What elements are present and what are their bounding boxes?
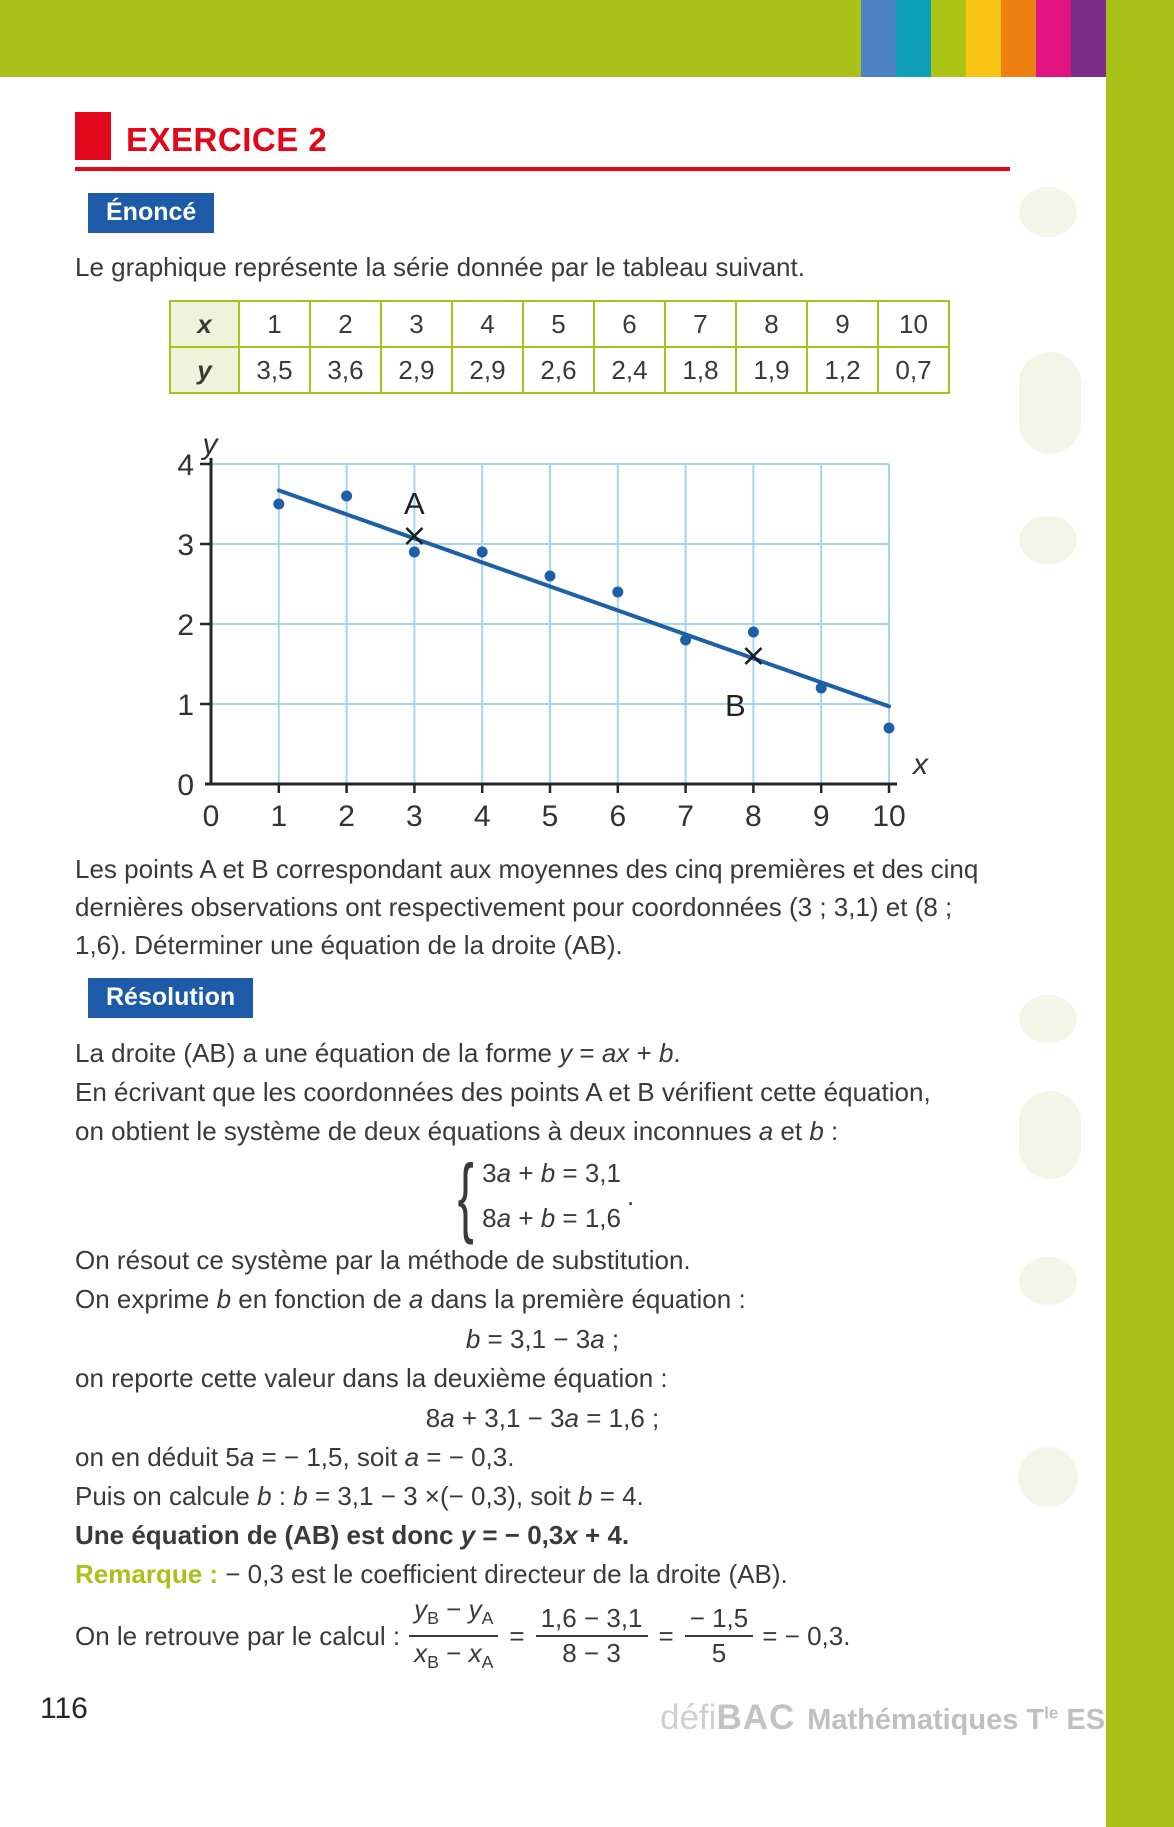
system-equation-2: 8a + b = 1,6 [482, 1203, 621, 1233]
table-cell: 1,2 [807, 347, 878, 393]
decorative-oval [1019, 187, 1077, 237]
x-tick-label: 8 [745, 800, 762, 833]
data-point [341, 491, 352, 502]
table-cell: 1,8 [665, 347, 736, 393]
data-point [884, 723, 895, 734]
system-period: . [626, 1180, 635, 1211]
point-label: A [404, 486, 425, 521]
chart-wrapper [140, 430, 1010, 840]
exercise-title: EXERCICE 2 [126, 121, 328, 158]
fraction-values: $\frac{1,6 - 3,1}{8 - 3}$ [536, 1605, 648, 1667]
resolution-line: on reporte cette valeur dans la deuxième équation : [75, 1363, 668, 1393]
table-cell: 2,9 [381, 347, 452, 393]
resolution-line: En écrivant que les coordonnées des points A et B vérifient cette équation, [75, 1077, 931, 1107]
x-tick-label: 10 [872, 800, 906, 833]
equals-sign: = [509, 1620, 525, 1651]
resolution-line: Puis on calcule b : b = 3,1 − 3 ×(− 0,3), soit b = 4. [75, 1481, 644, 1511]
table-cell: 4 [452, 301, 523, 347]
resolution-line: on en déduit 5a = − 1,5, soit a = − 0,3. [75, 1442, 515, 1472]
decorative-oval [1018, 1447, 1078, 1507]
y-tick-label: 1 [177, 689, 194, 722]
data-point [816, 683, 827, 694]
footer-brand [660, 1698, 1106, 1738]
data-point [748, 627, 759, 638]
color-square [1001, 0, 1036, 77]
data-point [545, 571, 556, 582]
red-rule-divider [75, 167, 1010, 171]
brand-bac: BAC [716, 1698, 796, 1737]
exercise-header [75, 112, 1010, 160]
table-cell: 10 [878, 301, 949, 347]
y-tick-label: 0 [177, 769, 194, 802]
table-row [170, 347, 949, 393]
enonce-paragraph: Les points A et B correspondant aux moyennes des cinq premières et des cinq dernières observations ont respectivement pour coordonnées (3 ; 3,1) et (8 ; 1,6). Déterminer une équation de la droite (AB). [75, 854, 979, 960]
decorative-oval [1019, 1257, 1077, 1305]
resolution-line: On exprime b en fonction de a dans la première équation : [75, 1284, 746, 1314]
slope-calculation [75, 1596, 1010, 1676]
calc-intro: On le retrouve par le calcul : [75, 1620, 401, 1651]
table-cell: 1,9 [736, 347, 807, 393]
decorative-oval [1019, 516, 1077, 564]
table-cell: 8 [736, 301, 807, 347]
right-green-strip [1106, 0, 1174, 1827]
system-brace: { [457, 1146, 474, 1245]
scatter-chart [140, 430, 1010, 835]
equals-sign: = [658, 1620, 674, 1651]
decorative-oval [1019, 995, 1077, 1043]
remark-line [75, 1555, 1010, 1594]
brand-defi: défi [660, 1698, 717, 1737]
remark-text: − 0,3 est le coefficient directeur de la droite (AB). [218, 1559, 788, 1589]
color-squares-strip [861, 0, 1106, 77]
decorative-oval [1019, 1091, 1081, 1179]
color-square [966, 0, 1001, 77]
y-tick-label: 2 [177, 609, 194, 642]
table-cell: 3,5 [239, 347, 310, 393]
trend-line [279, 490, 889, 706]
equation-system [75, 1146, 1010, 1245]
table-cell: 2,4 [594, 347, 665, 393]
x-tick-label: 7 [677, 800, 694, 833]
row-header-cell: y [170, 347, 239, 393]
data-point [680, 635, 691, 646]
y-tick-label: 3 [177, 529, 194, 562]
row-header-cell: x [170, 301, 239, 347]
x-tick-label: 3 [406, 800, 423, 833]
system-equation-1: 3a + b = 3,1 [482, 1158, 621, 1188]
intro-text: Le graphique représente la série donnée par le tableau suivant. [75, 252, 805, 282]
color-square [896, 0, 931, 77]
data-point [409, 547, 420, 558]
x-tick-label: 2 [338, 800, 355, 833]
x-tick-label: 5 [541, 800, 559, 833]
table-cell: 0,7 [878, 347, 949, 393]
resolution-badge: Résolution [88, 978, 253, 1018]
resolution-text [75, 1034, 1010, 1151]
calc-result: = − 0,3. [762, 1620, 851, 1651]
point-label: B [725, 688, 746, 723]
page-number: 116 [40, 1692, 88, 1725]
table-row [170, 301, 949, 347]
enonce-badge: Énoncé [88, 193, 214, 233]
table-cell: 5 [523, 301, 594, 347]
table-cell: 3 [381, 301, 452, 347]
y-tick-label: 4 [177, 449, 194, 482]
x-tick-label: 6 [609, 800, 627, 833]
table-cell: 2,9 [452, 347, 523, 393]
x-tick-label: 1 [270, 800, 288, 833]
top-green-bar [0, 0, 861, 77]
fraction-result: $\frac{- 1,5}{5}$ [685, 1605, 754, 1667]
color-square [1071, 0, 1106, 77]
color-square [931, 0, 966, 77]
conclusion-line: Une équation de (AB) est donc y = − 0,3x + 4. [75, 1520, 630, 1550]
x-tick-label: 9 [812, 800, 830, 833]
data-point [477, 547, 488, 558]
red-square-bullet [75, 112, 111, 160]
resolution-line: on obtient le système de deux équations à deux inconnues a et b : [75, 1116, 839, 1146]
brand-subject: Mathématiques $T^{le}$ ES [807, 1703, 1106, 1736]
equation-b: b = 3,1 − 3a ; [465, 1324, 620, 1354]
table-cell: 2,6 [523, 347, 594, 393]
data-table [169, 300, 950, 394]
fraction-symbolic: $\frac{y_B - y_A}{x_B - x_A}$ [409, 1596, 498, 1676]
resolution-line: La droite (AB) a une équation de la forme y = ax + b. [75, 1038, 681, 1068]
table-cell: 6 [594, 301, 665, 347]
page-content [75, 108, 1010, 1676]
table-cell: 2 [310, 301, 381, 347]
table-cell: 3,6 [310, 347, 381, 393]
remark-label: Remarque : [75, 1559, 219, 1589]
data-point [273, 499, 284, 510]
color-square [861, 0, 896, 77]
y-axis-label: y [202, 430, 218, 461]
x-axis-label: x [913, 748, 928, 781]
system-equations [482, 1151, 621, 1241]
table-cell: 1 [239, 301, 310, 347]
x-tick-label: 4 [473, 800, 491, 833]
color-square [1036, 0, 1071, 77]
equation-substitution: 8a + 3,1 − 3a = 1,6 ; [425, 1403, 660, 1433]
resolution-line: On résout ce système par la méthode de substitution. [75, 1245, 691, 1275]
x-tick-label: 0 [202, 800, 220, 833]
table-cell: 9 [807, 301, 878, 347]
table-cell: 7 [665, 301, 736, 347]
data-point [612, 587, 623, 598]
decorative-oval [1019, 352, 1081, 454]
